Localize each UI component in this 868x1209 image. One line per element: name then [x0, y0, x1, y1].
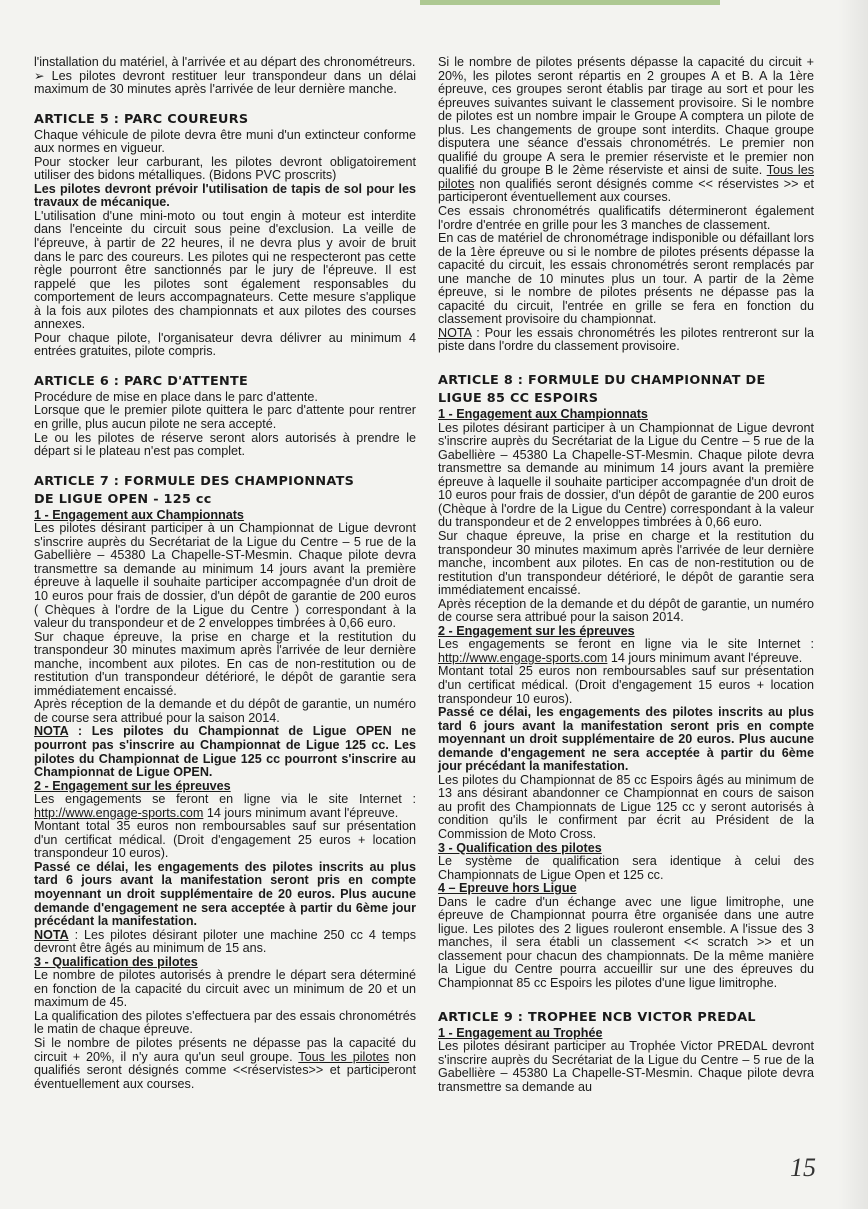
paragraph: Lorsque que le premier pilote quittera le parc d'attente pour rentrer en grille, plus aucun pilote ne sera accepté. [34, 403, 416, 432]
paragraph-bold: Passé ce délai, les engagements des pilotes inscrits au plus tard 6 jours avant la manifestation seront pris en compte moyennant un droit supplémentaire de 20 euros. Plus aucune demande d'engagement ne sera acceptée à partir du 6ème jour précédant la manifestation. [438, 705, 814, 774]
text: non qualifiés seront désignés comme << réservistes >> et participeront éventuellement aux courses. [438, 176, 814, 205]
subheading: 3 - Qualification des pilotes [438, 840, 602, 855]
paragraph [438, 638, 814, 665]
nota-label: NOTA [438, 325, 472, 340]
paragraph-bold: Passé ce délai, les engagements des pilotes inscrits au plus tard 6 jours avant la manifestation seront pris en compte moyennant un droit supplémentaire de 20 euros. Plus aucune demande d'engagement ne sera acceptée à partir du 6ème jour précédant la manifestation. [34, 859, 416, 929]
subheading: 1 - Engagement aux Championnats [34, 507, 244, 522]
paragraph: Pour stocker leur carburant, les pilotes devront obligatoirement utiliser des bidons métalliques. (Bidons PVC proscrits) [34, 154, 416, 183]
text: Les engagements se feront en ligne via le site Internet : [34, 792, 416, 807]
left-column [34, 56, 416, 1091]
article-8-title [438, 372, 814, 408]
page-number: 15 [790, 1153, 816, 1182]
engage-sports-link[interactable]: http://www.engage-sports.com [34, 805, 204, 820]
article-8-title-line1: ARTICLE 8 : FORMULE DU CHAMPIONNAT DE [438, 373, 766, 389]
paragraph: Sur chaque épreuve, la prise en charge et la restitution du transpondeur 30 minutes maximum après l'arrivée de leur dernière manche, incombent aux pilotes. En cas de non-restitution ou de restitution d'un transpondeur détérioré, le dépôt de garantie sera immédiatement encaissé. [438, 528, 814, 598]
subheading: 2 - Engagement sur les épreuves [438, 623, 635, 638]
right-column [438, 56, 814, 1094]
text-underlined: Tous les pilotes [438, 163, 815, 191]
paragraph: Montant total 35 euros non remboursables sauf sur présentation d'un certificat médical. (Droit d'engagement 25 euros + location transpondeur 10 euros). [34, 819, 416, 861]
paragraph: Ces essais chronométrés qualificatifs détermineront également l'ordre d'entrée en grille pour les 3 manches de classement. [438, 204, 814, 232]
paragraph: Le nombre de pilotes autorisés à prendre le départ sera déterminé en fonction de la capacité du circuit avec un minimum de 20 et un maximum de 45. [34, 968, 416, 1010]
subheading: 2 - Engagement sur les épreuves [34, 778, 231, 793]
paragraph: Après réception de la demande et du dépôt de garantie, un numéro de course sera attribué pour la saison 2014. [438, 596, 814, 625]
article-7-title-line2: DE LIGUE OPEN - 125 cc [34, 491, 212, 507]
article-7-title [34, 473, 416, 509]
subheading: 4 – Epreuve hors Ligue [438, 881, 577, 896]
text: Si le nombre de pilotes présents ne dépasse pas la capacité du circuit + 20%, il n'y aura qu'un seul groupe. [34, 1036, 416, 1064]
article-5-title: ARTICLE 5 : PARC COUREURS [34, 111, 249, 127]
paragraph: Montant total 25 euros non remboursables sauf sur présentation d'un certificat médical. (Droit d'engagement 15 euros + location transpondeur 10 euros). [438, 664, 814, 706]
paragraph: Le ou les pilotes de réserve seront alors autorisés à prendre le départ si le plateau n'est pas complet. [34, 430, 416, 459]
paragraph: Le système de qualification sera identique à celui des Championnats de Ligue Open et 125 cc. [438, 854, 814, 882]
paragraph: Procédure de mise en place dans le parc d'attente. [34, 389, 318, 404]
engage-sports-link[interactable]: http://www.engage-sports.com [438, 650, 608, 665]
subheading: 1 - Engagement aux Championnats [438, 407, 648, 422]
paragraph: Pour chaque pilote, l'organisateur devra délivrer au minimum 4 entrées gratuites, pilote compris. [34, 330, 416, 359]
paragraph: Après réception de la demande et du dépôt de garantie, un numéro de course sera attribué pour la saison 2014. [34, 697, 416, 725]
text: non qualifiés seront désignés comme <<réservistes>> et participeront éventuellement aux courses. [34, 1049, 417, 1091]
paragraph: La qualification des pilotes s'effectuera par des essais chronométrés le matin de chaque épreuve. [34, 1008, 416, 1037]
paragraph: Les pilotes du Championnat de 85 cc Espoirs âgés au minimum de 13 ans désirant abandonner ce Championnat en cours de saison au profit des Championnats de Ligue 125 cc y seront autorisés à condition qu'ils le confirment par écrit au Président de la Commission de Moto Cross. [438, 772, 814, 841]
paragraph [438, 56, 814, 205]
scan-edge-mark [420, 0, 720, 5]
paragraph: Les pilotes désirant participer à un Championnat de Ligue devront s'inscrire auprès du Secrétariat de la Ligue du Centre – 5 rue de la Gabellière – 45380 La Chapelle-ST-Mesmin. Chaque pilote devra transmettre sa demande au minimum 14 jours avant la première épreuve à laquelle il souhaite participer accompagnée d'un droit de 10 euros pour frais de dossier, d'un dépôt de garantie de 200 euros ( Chèques à l'ordre de la Ligue du Centre ) correspondant à la valeur du transpondeur et de 2 enveloppes timbrées à 0,66 euro. [34, 521, 416, 631]
nota-paragraph [34, 929, 416, 956]
text: 14 jours minimum avant l'épreuve. [607, 650, 803, 665]
text: Si le nombre de pilotes présents dépasse la capacité du circuit + 20%, les pilotes seront répartis en 2 groupes A et B. A la 1ère épreuve, ces groupes seront établis par tirage au sort et pour les épreuves suivantes suivant le classement provisoire. Si le nombre de pilotes est un nombre impair le Groupe A comptera un pilote de plus. Les changements de groupe sont interdits. Chaque groupe disputera une séance d'essais chronométrés. Le premier non qualifié du groupe A sera le premier réserviste et le premier non qualifié du groupe B le 2ème réserviste et ainsi de suite. [438, 55, 814, 178]
paragraph: Les pilotes désirant participer à un Championnat de Ligue devront s'inscrire auprès du Secrétariat de la Ligue du Centre – 5 rue de la Gabellière – 45380 La Chapelle-ST-Mesmin. Chaque pilote devra transmettre sa demande au minimum 14 jours avant la première épreuve à laquelle il souhaite participer accompagnée d'un droit de 10 euros pour frais de dossier, d'un dépôt de garantie de 200 euros (Chèque à l'ordre de la Ligue du Centre) correspondant à la valeur du transpondeur et de 2 enveloppes timbrées à 0,66 euro. [438, 420, 814, 530]
nota-label: NOTA [34, 724, 69, 739]
nota-paragraph [34, 725, 416, 779]
paragraph-bold: Les pilotes devront prévoir l'utilisation de tapis de sol pour les travaux de mécanique. [34, 181, 416, 210]
paragraph: ➢ Les pilotes devront restituer leur transpondeur dans un délai maximum de 30 minutes après l'arrivée de leur dernière manche. [34, 68, 416, 97]
nota-paragraph [438, 327, 814, 354]
paragraph: Chaque véhicule de pilote devra être muni d'un extincteur conforme aux normes en vigueur. [34, 127, 416, 156]
nota-label: NOTA [34, 927, 69, 942]
page-shadow [838, 0, 868, 1209]
paragraph [34, 1037, 416, 1091]
text: Les engagements se feront en ligne via le site Internet : [438, 637, 814, 652]
subheading: 3 - Qualification des pilotes [34, 954, 198, 969]
paragraph [34, 793, 416, 820]
article-8-title-line2: LIGUE 85 CC ESPOIRS [438, 391, 599, 407]
paragraph: Les pilotes désirant participer au Trophée Victor PREDAL devront s'inscrire auprès du Secrétariat de la Ligue du Centre – 5 rue de la Gabellière – 45380 La Chapelle-ST-Mesmin. Chaque pilote devra transmettre sa demande au [438, 1039, 814, 1094]
nota-text: : Les pilotes du Championnat de Ligue OPEN ne pourront pas s'inscrire au Championnat de Ligue 125 cc. Les pilotes du Championnat de Ligue 125 cc pourront s'inscrire au Championnat de Ligue OPEN. [34, 724, 416, 780]
article-9-title: ARTICLE 9 : TROPHEE NCB VICTOR PREDAL [438, 1009, 756, 1025]
article-7-title-line1: ARTICLE 7 : FORMULE DES CHAMPIONNATS [34, 473, 355, 489]
text: 14 jours minimum avant l'épreuve. [203, 805, 399, 820]
paragraph: Sur chaque épreuve, la prise en charge et la restitution du transpondeur 30 minutes maximum après l'arrivée de leur dernière manche, incombent aux pilotes. En cas de non-restitution ou de restitution d'un transpondeur détérioré, le dépôt de garantie sera immédiatement encaissé. [34, 629, 416, 698]
paragraph: l'installation du matériel, à l'arrivée et au départ des chronométreurs. [34, 55, 416, 69]
nota-text: : Pour les essais chronométrés les pilotes rentreront sur la piste dans l'ordre du classement provisoire. [438, 325, 814, 354]
text-underlined: Tous les pilotes [298, 1049, 390, 1064]
paragraph: En cas de matériel de chronométrage indisponible ou défaillant lors de la 1ère épreuve ou si le nombre de pilotes présents dépasse la capacité du circuit, les essais chronométrés seront remplacés par une manche de 10 minutes plus un tour. A partir de la 2ème épreuve, si le nombre de pilotes présents ne dépasse pas la capacité du circuit, l'entrée en grille se fera en fonction du classement provisoire du championnat. [438, 231, 814, 327]
nota-text: : Les pilotes désirant piloter une machine 250 cc 4 temps devront être âgés au minimum de 15 ans. [34, 927, 416, 956]
paragraph: Dans le cadre d'un échange avec une ligue limitrophe, une épreuve de Championnat pourra être organisée dans une autre ligue. Les pilotes des 2 ligues rouleront ensemble. A l'issue des 3 manches, il sera établi un classement << scratch >> et un classement pour chacun des championnats. De la même manière la Ligue du Centre pourra accueillir sur une des épreuves du Championnat 85 cc Espoirs les pilotes d'une ligue limitrophe. [438, 894, 814, 990]
paragraph: L'utilisation d'une mini-moto ou tout engin à moteur est interdite dans l'enceinte du circuit sous peine d'exclusion. La veille de l'épreuve, à partir de 22 heures, il ne devra plus y avoir de bruit dans le parc des coureurs. Les pilotes qui ne respecteront pas cette règle pourront être sanctionnés par le jury de l'épreuve. Il est rappelé que les pilotes sont également responsables du comportement de leurs accompagnateurs. Cette mesure s'applique à la fois aux pilotes des championnats et aux pilotes des courses annexes. [34, 208, 416, 332]
article-6-title: ARTICLE 6 : PARC D'ATTENTE [34, 373, 249, 389]
subheading: 1 - Engagement au Trophée [438, 1025, 603, 1040]
